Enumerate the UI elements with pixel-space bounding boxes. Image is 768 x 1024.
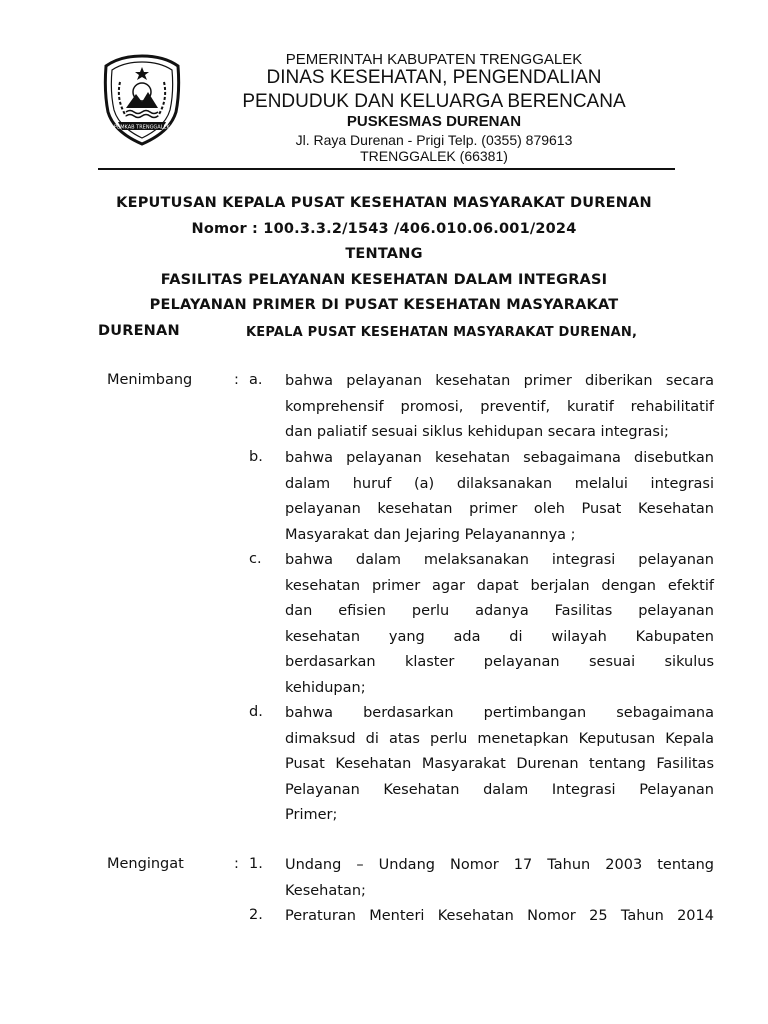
mengingat-colon: :: [234, 856, 239, 872]
text-line: bahwa pelayanan kesehatan primer diberikan secara: [285, 373, 714, 389]
decree-title: KEPUTUSAN KEPALA PUSAT KESEHATAN MASYARAKAT DURENAN: [116, 195, 652, 211]
text-line: dan paliatif sesuai siklus kehidupan secara integrasi;: [285, 424, 669, 441]
text-line: pelayanan kesehatan primer oleh Pusat Kesehatan: [285, 501, 714, 518]
menimbang-marker-a: a.: [249, 372, 263, 388]
decree-about-label: TENTANG: [345, 246, 423, 262]
decree-issuer: KEPALA PUSAT KESEHATAN MASYARAKAT DURENAN,: [246, 325, 638, 340]
regency-crest-icon: [100, 52, 184, 148]
letterhead-agency-line1: DINAS KESEHATAN, PENGENDALIAN: [266, 67, 602, 88]
mengingat-item-1: [285, 853, 714, 904]
text-line: kesehatan primer agar dapat berjalan dengan efektif: [285, 577, 714, 594]
mengingat-marker-1: 1.: [249, 856, 263, 872]
letterhead-city: TRENGGALEK (66381): [360, 148, 508, 164]
text-line: Masyarakat dan Jejaring Pelayanannya ;: [285, 526, 576, 543]
text-line: Undang – Undang Nomor 17 Tahun 2003 tentang: [285, 857, 714, 873]
mengingat-item-2: [285, 904, 714, 930]
text-line: bahwa dalam melaksanakan integrasi pelayanan: [285, 552, 714, 568]
text-line: kehidupan;: [285, 679, 366, 696]
text-line: dimaksud di atas perlu menetapkan Keputusan Kepala: [285, 730, 714, 747]
text-line: Pusat Kesehatan Masyarakat Durenan tentang Fasilitas: [285, 756, 714, 773]
menimbang-item-d: [285, 701, 714, 829]
decree-subject-line1: FASILITAS PELAYANAN KESEHATAN DALAM INTEGRASI: [160, 272, 608, 288]
decree-subject-line2: PELAYANAN PRIMER DI PUSAT KESEHATAN MASYARAKAT: [149, 297, 619, 313]
menimbang-item-a: [285, 369, 714, 446]
menimbang-marker-d: d.: [249, 704, 263, 720]
menimbang-label: Menimbang: [107, 372, 193, 388]
text-line: bahwa berdasarkan pertimbangan sebagaimana: [285, 705, 714, 721]
mengingat-marker-2: 2.: [249, 907, 263, 923]
mengingat-label: Mengingat: [107, 856, 184, 872]
menimbang-marker-b: b.: [249, 449, 263, 465]
text-line: Primer;: [285, 807, 338, 824]
logo-ribbon-text: PEMKAB TRENGGALEK: [114, 124, 170, 131]
letterhead-agency-line2: PENDUDUK DAN KELUARGA BERENCANA: [242, 91, 626, 112]
menimbang-marker-c: c.: [249, 551, 262, 567]
text-line: kesehatan yang ada di wilayah Kabupaten: [285, 628, 714, 645]
text-line: berdasarkan klaster pelayanan sesuai sikulus: [285, 654, 714, 671]
menimbang-colon: :: [234, 372, 239, 388]
letterhead-address: Jl. Raya Durenan - Prigi Telp. (0355) 879613: [295, 132, 573, 148]
text-line: bahwa pelayanan kesehatan sebagaimana disebutkan: [285, 450, 714, 466]
menimbang-item-b: [285, 446, 714, 548]
text-line: Pelayanan Kesehatan dalam Integrasi Pelayanan: [285, 781, 714, 798]
text-line: Kesehatan;: [285, 882, 366, 899]
text-line: dan efisien perlu adanya Fasilitas pelayanan: [285, 603, 714, 620]
menimbang-item-c: [285, 548, 714, 702]
decree-number: Nomor : 100.3.3.2/1543 /406.010.06.001/2024: [191, 221, 577, 237]
regency-logo: [100, 52, 184, 148]
letterhead-puskesmas: PUSKESMAS DURENAN: [346, 113, 522, 130]
letterhead-government: PEMERINTAH KABUPATEN TRENGGALEK: [285, 51, 583, 68]
text-line: Peraturan Menteri Kesehatan Nomor 25 Tahun 2014: [285, 908, 714, 924]
text-line: dalam huruf (a) dilaksanakan melalui integrasi: [285, 475, 714, 492]
text-line: komprehensif promosi, preventif, kuratif rehabilitatif: [285, 398, 714, 415]
letterhead-divider: [98, 168, 675, 170]
decree-subject-line3: DURENAN: [98, 323, 180, 339]
